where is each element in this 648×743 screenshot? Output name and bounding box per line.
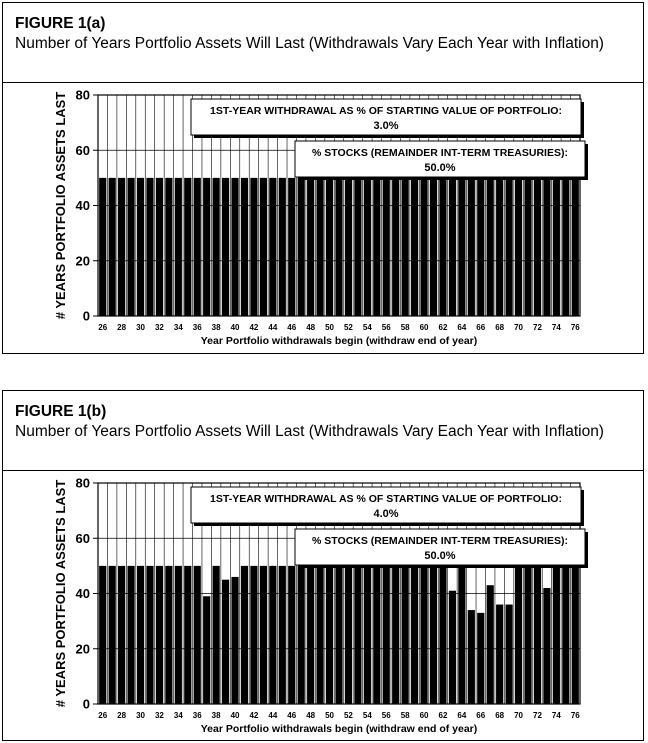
annotation-value: 3.0% — [373, 120, 399, 132]
bar — [269, 566, 276, 704]
bar — [420, 566, 427, 704]
bar — [175, 178, 182, 316]
bar — [260, 178, 267, 316]
bar — [335, 178, 342, 316]
bar — [146, 566, 153, 704]
x-tick-label: 28 — [117, 323, 127, 332]
x-tick-label: 62 — [438, 711, 448, 720]
bar — [468, 610, 475, 704]
x-tick-label: 30 — [136, 711, 145, 720]
x-tick-label: 44 — [268, 711, 278, 720]
x-tick-label: 74 — [551, 323, 561, 332]
x-tick-label: 42 — [249, 323, 259, 332]
bar — [562, 178, 569, 316]
bar — [127, 566, 134, 704]
bar — [534, 566, 541, 704]
figure-1a — [2, 2, 644, 354]
y-tick-label: 0 — [82, 696, 90, 712]
bar — [411, 178, 418, 316]
bar — [231, 178, 238, 316]
bar — [345, 178, 352, 316]
bar — [137, 178, 144, 316]
x-tick-label: 30 — [136, 323, 145, 332]
x-axis-label: Year Portfolio withdrawals begin (withdraw end of year) — [200, 335, 478, 347]
bar — [184, 566, 191, 704]
x-tick-label: 64 — [457, 711, 467, 720]
bar — [326, 566, 333, 704]
bar — [420, 178, 427, 316]
bar-chart — [3, 471, 642, 740]
bar — [146, 178, 153, 316]
bar — [184, 178, 191, 316]
bar — [288, 178, 295, 316]
bar — [250, 178, 257, 316]
y-tick-label: 60 — [75, 142, 90, 158]
bar — [307, 566, 314, 704]
x-tick-label: 32 — [154, 323, 164, 332]
bar — [487, 585, 494, 704]
x-tick-label: 52 — [343, 711, 353, 720]
bar — [222, 178, 229, 316]
annotation-value: 4.0% — [373, 508, 399, 520]
x-tick-label: 60 — [419, 711, 429, 720]
x-tick-label: 54 — [362, 323, 372, 332]
x-tick-label: 38 — [211, 711, 221, 720]
bar — [449, 178, 456, 316]
bar — [269, 178, 276, 316]
bar — [487, 178, 494, 316]
x-tick-label: 36 — [192, 711, 202, 720]
bar — [515, 178, 522, 316]
bar — [534, 178, 541, 316]
bar — [194, 566, 201, 704]
bar — [402, 178, 409, 316]
y-tick-label: 20 — [75, 641, 90, 657]
bar — [260, 566, 267, 704]
bar — [392, 566, 399, 704]
bar — [354, 566, 361, 704]
bar — [543, 178, 550, 316]
x-tick-label: 26 — [98, 711, 108, 720]
x-tick-label: 56 — [381, 323, 391, 332]
bar — [137, 566, 144, 704]
x-tick-label: 76 — [570, 323, 580, 332]
x-tick-label: 40 — [230, 323, 240, 332]
bar — [439, 178, 446, 316]
x-tick-label: 72 — [533, 711, 542, 720]
x-tick-label: 44 — [268, 323, 278, 332]
bar — [326, 178, 333, 316]
bar — [127, 178, 134, 316]
x-tick-label: 38 — [211, 323, 221, 332]
x-tick-label: 74 — [551, 711, 561, 720]
bar — [118, 566, 125, 704]
bar — [156, 566, 163, 704]
x-tick-label: 72 — [533, 323, 542, 332]
x-tick-label: 52 — [343, 323, 353, 332]
bar — [194, 178, 201, 316]
bar — [99, 178, 106, 316]
chart-title: Number of Years Portfolio Assets Will Last (Withdrawals Vary Each Year with Inflation) — [15, 423, 604, 440]
annotation-value: 50.0% — [424, 550, 456, 562]
bar — [392, 178, 399, 316]
x-tick-label: 28 — [117, 711, 127, 720]
bar — [477, 613, 484, 704]
x-tick-label: 46 — [287, 711, 297, 720]
x-tick-label: 48 — [306, 711, 316, 720]
bar — [279, 178, 286, 316]
bar — [383, 178, 390, 316]
bar — [203, 178, 210, 316]
bar — [175, 566, 182, 704]
bar — [496, 605, 503, 704]
bar — [109, 566, 116, 704]
bar — [345, 566, 352, 704]
figure-label: FIGURE 1(b) — [15, 403, 107, 420]
x-tick-label: 68 — [495, 323, 505, 332]
bar — [430, 178, 437, 316]
bar — [506, 178, 513, 316]
bar — [354, 178, 361, 316]
x-tick-label: 50 — [325, 323, 335, 332]
y-tick-label: 60 — [75, 530, 90, 546]
y-tick-label: 20 — [75, 253, 90, 269]
x-axis-label: Year Portfolio withdrawals begin (withdraw end of year) — [200, 723, 478, 735]
bar — [373, 178, 380, 316]
x-tick-label: 62 — [438, 323, 448, 332]
bar — [411, 566, 418, 704]
bar — [364, 178, 371, 316]
x-tick-label: 34 — [173, 323, 183, 332]
bar — [373, 566, 380, 704]
bar — [477, 178, 484, 316]
x-tick-label: 34 — [173, 711, 183, 720]
annotation-value: 50.0% — [424, 162, 456, 174]
x-tick-label: 56 — [381, 711, 391, 720]
bar — [118, 178, 125, 316]
bar-chart — [3, 83, 642, 353]
bar — [553, 178, 560, 316]
figure-header — [3, 391, 643, 471]
y-axis-label: # YEARS PORTFOLIO ASSETS LAST — [53, 91, 68, 320]
y-axis-label: # YEARS PORTFOLIO ASSETS LAST — [53, 479, 68, 708]
bar — [307, 178, 314, 316]
chart-title: Number of Years Portfolio Assets Will Last (Withdrawals Vary Each Year with Inflation) — [15, 35, 604, 52]
x-tick-label: 42 — [249, 711, 259, 720]
x-tick-label: 66 — [476, 323, 486, 332]
x-tick-label: 58 — [400, 323, 410, 332]
y-tick-label: 0 — [82, 308, 90, 324]
bar — [524, 178, 531, 316]
x-tick-label: 48 — [306, 323, 316, 332]
annotation-label: % STOCKS (REMAINDER INT-TERM TREASURIES): — [312, 535, 568, 547]
bar — [458, 178, 465, 316]
bar — [430, 566, 437, 704]
annotation-label: % STOCKS (REMAINDER INT-TERM TREASURIES): — [312, 147, 568, 159]
x-tick-label: 70 — [514, 323, 524, 332]
bar — [165, 566, 172, 704]
bar — [99, 566, 106, 704]
bar — [562, 566, 569, 704]
bar — [250, 566, 257, 704]
x-tick-label: 64 — [457, 323, 467, 332]
x-tick-label: 32 — [154, 711, 164, 720]
x-tick-label: 40 — [230, 711, 240, 720]
x-tick-label: 36 — [192, 323, 202, 332]
bar — [572, 566, 579, 704]
bar — [468, 178, 475, 316]
bar — [298, 178, 305, 316]
x-tick-label: 58 — [400, 711, 410, 720]
bar — [543, 588, 550, 704]
bar — [496, 178, 503, 316]
x-tick-label: 26 — [98, 323, 108, 332]
bar — [213, 178, 220, 316]
x-tick-label: 46 — [287, 323, 297, 332]
x-tick-label: 60 — [419, 323, 429, 332]
bar — [213, 566, 220, 704]
figure-header — [3, 3, 643, 83]
bar — [458, 566, 465, 704]
annotation-label: 1ST-YEAR WITHDRAWAL AS % OF STARTING VALUE OF PORTFOLIO: — [210, 105, 562, 117]
x-tick-label: 54 — [362, 711, 372, 720]
bar — [231, 577, 238, 704]
bar — [506, 605, 513, 704]
bar — [572, 178, 579, 316]
x-tick-label: 70 — [514, 711, 524, 720]
bar — [156, 178, 163, 316]
bar — [402, 566, 409, 704]
bar — [439, 566, 446, 704]
bar — [449, 591, 456, 704]
bar — [553, 566, 560, 704]
bar — [165, 178, 172, 316]
x-tick-label: 68 — [495, 711, 505, 720]
y-tick-label: 40 — [75, 198, 90, 213]
bar — [335, 566, 342, 704]
bar — [222, 580, 229, 704]
bar — [109, 178, 116, 316]
bar — [241, 566, 248, 704]
bar — [317, 566, 324, 704]
annotation-label: 1ST-YEAR WITHDRAWAL AS % OF STARTING VALUE OF PORTFOLIO: — [210, 493, 562, 505]
x-tick-label: 50 — [325, 711, 335, 720]
y-tick-label: 40 — [75, 586, 90, 601]
y-tick-label: 80 — [75, 87, 90, 103]
figure-1b — [2, 390, 644, 741]
x-tick-label: 76 — [570, 711, 580, 720]
bar — [515, 566, 522, 704]
bar — [383, 566, 390, 704]
bar — [298, 566, 305, 704]
bar — [524, 566, 531, 704]
bar — [279, 566, 286, 704]
bar — [317, 178, 324, 316]
x-tick-label: 66 — [476, 711, 486, 720]
figure-label: FIGURE 1(a) — [15, 15, 106, 32]
bar — [288, 566, 295, 704]
bar — [203, 596, 210, 704]
bar — [241, 178, 248, 316]
y-tick-label: 80 — [75, 475, 90, 491]
bar — [364, 566, 371, 704]
